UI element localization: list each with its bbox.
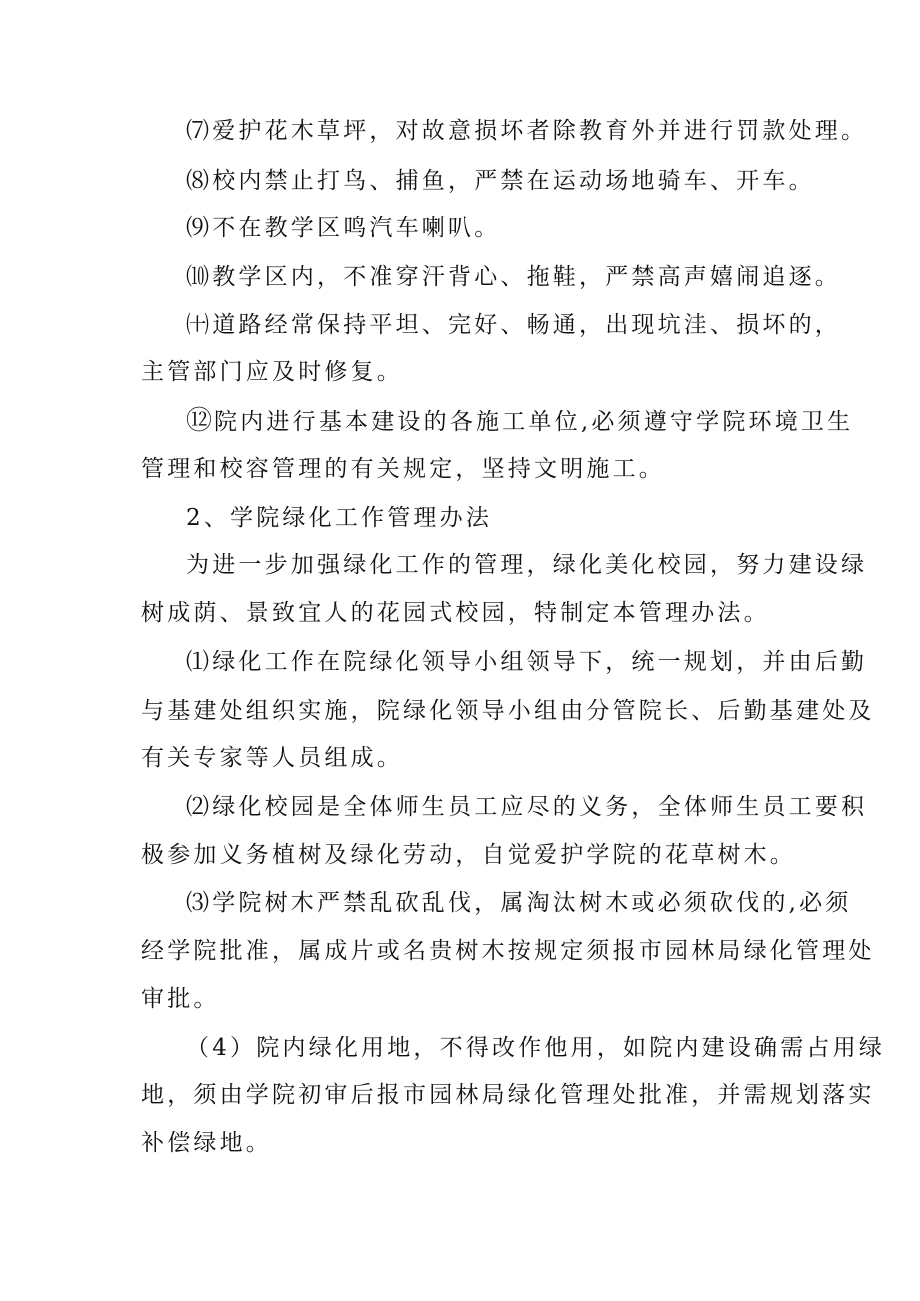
paragraph-line: 极参加义务植树及绿化劳动，自觉爱护学院的花草树木。 [141, 842, 796, 868]
paragraph-line: ㈩道路经常保持平坦、完好、畅通，出现坑洼、损坏的， [186, 312, 841, 338]
paragraph-text: 院内进行基本建设的各施工单位,必须遵守学院环境卫生 [214, 409, 854, 435]
paragraph-line: ⑺爱护花木草坪，对故意损坏者除教育外并进行罚款处理。 [186, 118, 868, 144]
paragraph-line: 有关专家等人员组成。 [141, 745, 403, 771]
paragraph-line: 树成荫、景致宜人的花园式校园，特制定本管理办法。 [141, 600, 770, 626]
paragraph-line: ⑽教学区内，不准穿汗背心、拖鞋，严禁高声嬉闹追逐。 [186, 264, 841, 290]
paragraph-line: 补偿绿地。 [141, 1130, 272, 1156]
circled-number-marker: ⑫ [186, 406, 213, 436]
paragraph-line [186, 406, 853, 437]
paragraph-line: ⑴绿化工作在院绿化领导小组领导下，统一规划，并由后勤 [186, 649, 868, 675]
paragraph-line: ⑶学院树木严禁乱砍乱伐，属淘汰树木或必须砍伐的,必须 [186, 890, 852, 916]
paragraph-line: ⑼不在教学区鸣汽车喇叭。 [186, 215, 501, 241]
paragraph-line: 主管部门应及时修复。 [141, 359, 403, 385]
paragraph-line: （4）院内绿化用地，不得改作他用，如院内建设确需占用绿 [186, 1035, 886, 1061]
paragraph-line: 与基建处组织实施，院绿化领导小组由分管院长、后勤基建处及 [141, 698, 875, 724]
paragraph-line: 经学院批准，属成片或名贵树木按规定须报市园林局绿化管理处 [141, 938, 875, 964]
paragraph-line: 地，须由学院初审后报市园林局绿化管理处批准，并需规划落实 [141, 1082, 875, 1108]
paragraph-line: ⑵绿化校园是全体师生员工应尽的义务，全体师生员工要积 [186, 794, 868, 820]
paragraph-line: ⑻校内禁止打鸟、捕鱼，严禁在运动场地骑车、开车。 [186, 168, 815, 194]
paragraph-line: 管理和校容管理的有关规定，坚持文明施工。 [141, 456, 665, 482]
paragraph-line: 为进一步加强绿化工作的管理，绿化美化校园，努力建设绿 [186, 552, 868, 578]
paragraph-line: 审批。 [141, 986, 220, 1012]
section-heading: 2、学院绿化工作管理办法 [186, 505, 493, 531]
